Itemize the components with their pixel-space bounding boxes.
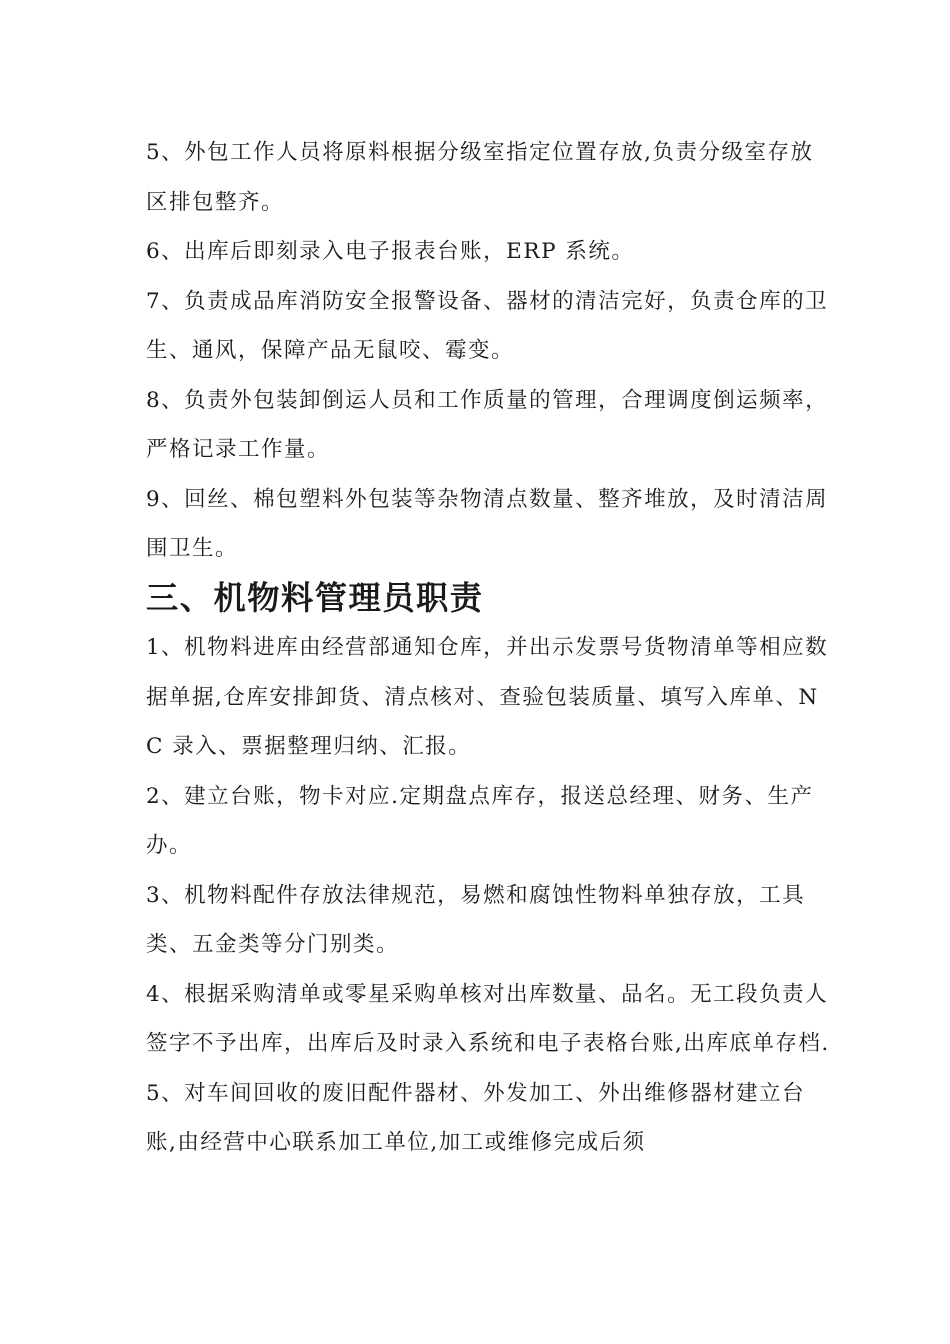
paragraph-item: 7、负责成品库消防安全报警设备、器材的清洁完好，负责仓库的卫生、通风，保障产品无鼠咬、霉变。 xyxy=(146,288,829,363)
section-heading: 三、机物料管理员职责 xyxy=(146,578,484,617)
document-body xyxy=(146,128,836,1168)
paragraph-item: 9、回丝、棉包塑料外包装等杂物清点数量、整齐堆放，及时清洁周围卫生。 xyxy=(146,486,829,561)
paragraph-item: 4、根据采购清单或零星采购单核对出库数量、品名。无工段负责人签字不予出库，出库后及时录入系统和电子表格台账,出库底单存档. xyxy=(146,981,830,1056)
paragraph-item: 3、机物料配件存放法律规范，易燃和腐蚀性物料单独存放，工具类、五金类等分门别类。 xyxy=(146,882,806,957)
paragraph-item: 5、对车间回收的废旧配件器材、外发加工、外出维修器材建立台账,由经营中心联系加工单位,加工或维修完成后须 xyxy=(146,1080,806,1155)
paragraph-item: 1、机物料进库由经营部通知仓库，并出示发票号货物清单等相应数据单据,仓库安排卸货、清点核对、查验包装质量、填写入库单、NC 录入、票据整理归纳、汇报。 xyxy=(146,635,829,759)
paragraph-item: 5、外包工作人员将原料根据分级室指定位置存放,负责分级室存放区排包整齐。 xyxy=(146,140,814,215)
paragraph-item: 2、建立台账，物卡对应.定期盘点库存，报送总经理、财务、生产办。 xyxy=(146,783,814,858)
paragraph-item: 6、出库后即刻录入电子报表台账，ERP 系统。 xyxy=(146,239,635,264)
paragraph-item: 8、负责外包装卸倒运人员和工作质量的管理，合理调度倒运频率，严格记录工作量。 xyxy=(146,387,829,462)
